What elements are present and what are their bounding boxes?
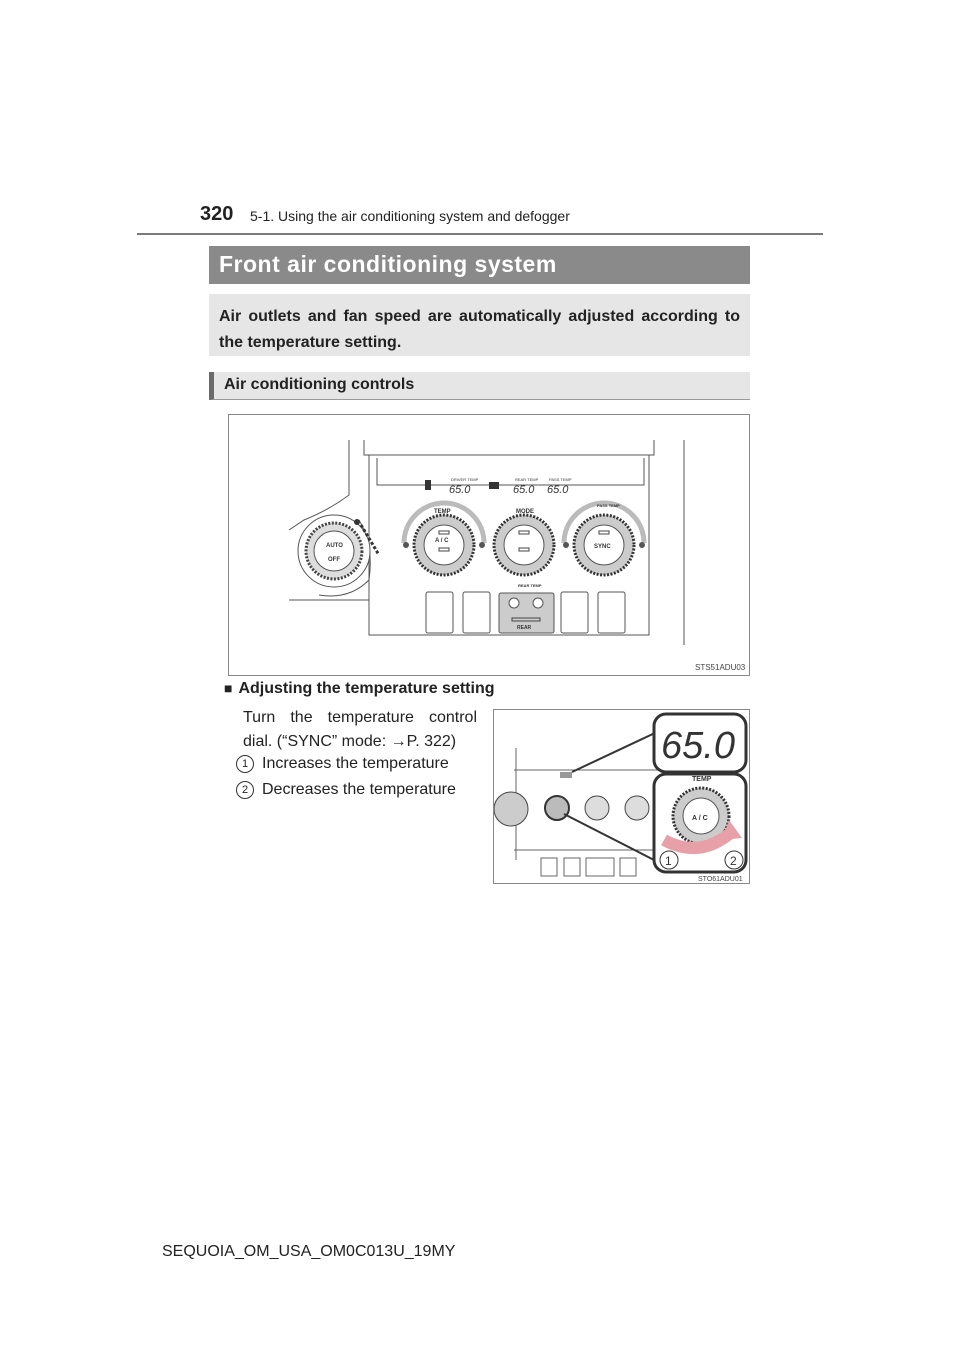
display-rear-value: 65.0 [513,484,535,496]
list-item [236,781,456,799]
footer-code: SEQUOIA_OM_USA_OM0C013U_19MY [162,1243,456,1260]
display-pass-value: 65.0 [547,484,569,496]
display-driver-label: DRIVER TEMP [451,477,479,482]
display-pass-label: PASS TEMP [549,477,572,482]
page-title: Front air conditioning system [219,251,557,277]
page-number: 320 [200,203,234,225]
callout-display-value: 65.0 [661,725,735,767]
ac-label: A / C [435,538,449,544]
header-rule [137,233,823,235]
temp-dial-illustration [494,710,749,883]
auto-off-knob [298,515,379,587]
callout-1: 1 [665,854,672,868]
sync-label: SYNC [594,544,611,550]
temp-label: TEMP [434,509,451,515]
callout-ac-label: A / C [692,815,708,822]
figure2-code: STO61ADU01 [698,876,743,883]
list-item-text: Decreases the temperature [262,781,456,798]
summary-text: Air outlets and fan speed are automatically adjusted according to the temperature setting. [219,308,740,351]
pass-temp-label: PASS TEMP [597,503,620,508]
summary-box [209,294,750,356]
adjust-heading-text: Adjusting the temperature setting [238,680,495,697]
mode-knob [494,509,554,575]
driver-temp-knob [403,503,485,575]
mode-label: MODE [516,509,534,515]
running-head: 5-1. Using the air conditioning system and defogger [250,208,570,224]
temp-dial-figure [493,709,750,884]
display-rear-label: REAR TEMP [515,477,539,482]
display-driver-value: 65.0 [449,484,471,496]
callout-number: 2 [236,781,254,799]
rear-label: REAR [517,625,532,631]
figure-code: STS51ADU03 [695,663,746,672]
off-label: OFF [328,557,340,563]
section-heading-bar [209,372,750,400]
auto-label: AUTO [326,543,343,549]
title-bar [209,246,750,284]
passenger-temp-knob [563,503,645,575]
list-item [236,755,449,773]
adjust-body: Turn the temperature control dial. (“SYNC” mode: →P. 322) [243,709,477,750]
callout-temp-label: TEMP [692,776,712,783]
square-bullet-icon: ■ [224,680,233,696]
adjust-heading [224,680,495,698]
control-panel-figure [228,414,750,676]
control-panel-illustration [229,415,749,675]
section-heading: Air conditioning controls [224,376,415,393]
rear-temp-label: REAR TEMP [518,583,542,588]
list-item-text: Increases the temperature [262,755,449,772]
callout-number: 1 [236,755,254,773]
callout-2: 2 [730,854,737,868]
